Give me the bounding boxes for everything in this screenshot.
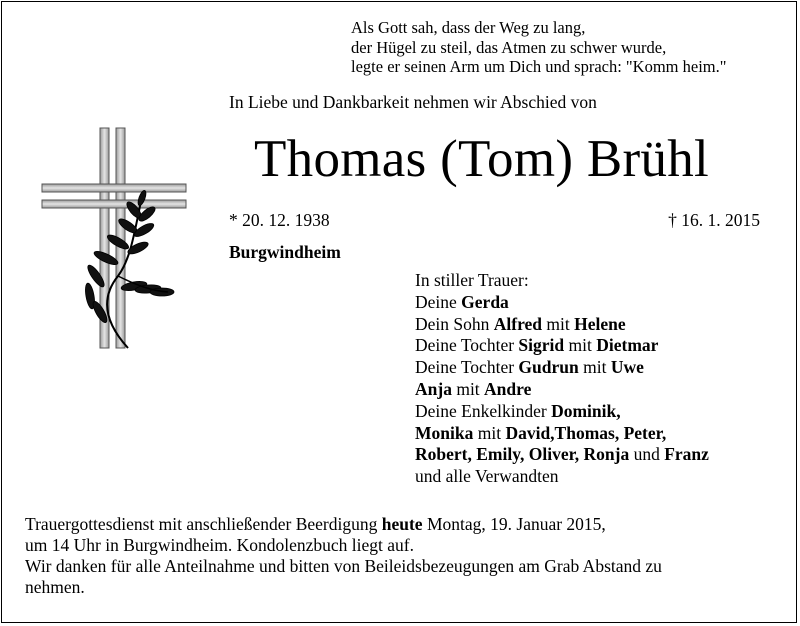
- text-span: Andre: [484, 378, 532, 399]
- text-span: heute: [381, 514, 423, 534]
- poem-line: der Hügel zu steil, das Atmen zu schwer wurde,: [351, 37, 667, 57]
- text-span: Trauergottesdienst mit anschließender Beerdigung: [25, 514, 382, 534]
- text-span: Franz: [664, 444, 709, 465]
- text-span: mit: [451, 378, 485, 399]
- thanks-line: Wir danken für alle Anteilnahme und bitten von Beileidsbezeugungen am Grab Abstand zu: [25, 556, 662, 576]
- service-line: um 14 Uhr in Burgwindheim. Kondolenzbuch liegt auf.: [25, 535, 414, 555]
- mourner-line: und alle Verwandten: [415, 466, 559, 487]
- mourner-line: [415, 423, 709, 445]
- text-span: Gerda: [461, 291, 509, 312]
- palm-branch: [84, 189, 174, 348]
- deceased-name: Thomas (Tom) Brühl: [254, 130, 710, 188]
- text-span: Alfred: [493, 313, 543, 334]
- mourner-line: [415, 314, 709, 336]
- text-span: Gudrun: [518, 357, 579, 378]
- text-span: und: [629, 444, 665, 465]
- text-span: Deine Enkelkinder: [415, 400, 552, 421]
- mourner-line: [415, 379, 709, 401]
- mourner-line: [415, 292, 709, 314]
- text-span: Deine Tochter: [415, 335, 519, 356]
- service-info: [25, 514, 662, 598]
- text-span: mit: [542, 313, 575, 334]
- text-span: mit: [473, 422, 506, 443]
- text-span: Dein Sohn: [415, 313, 494, 334]
- thanks-line: nehmen.: [25, 577, 85, 597]
- text-span: Monika: [415, 422, 474, 443]
- intro-text: In Liebe und Dankbarkeit nehmen wir Abschied von: [229, 92, 597, 112]
- cross-with-palm-branch-icon: [38, 126, 190, 354]
- service-line: [25, 514, 662, 535]
- text-span: Dominik,: [551, 400, 621, 421]
- text-span: Montag, 19. Januar 2015,: [422, 514, 606, 534]
- mourner-line: [415, 335, 709, 357]
- text-span: Helene: [574, 313, 626, 334]
- mourner-line: [415, 357, 709, 379]
- mourners-list: [415, 270, 709, 488]
- mourner-line: [415, 444, 709, 466]
- death-date: † 16. 1. 2015: [668, 210, 760, 230]
- text-span: David,Thomas, Peter,: [505, 422, 667, 443]
- poem: [351, 18, 726, 77]
- text-span: Uwe: [610, 357, 644, 378]
- poem-line: legte er seinen Arm um Dich und sprach: "Komm heim.": [351, 57, 727, 76]
- mourners-heading: In stiller Trauer:: [415, 270, 529, 290]
- mourner-line: [415, 401, 709, 423]
- text-span: Dietmar: [596, 335, 659, 356]
- text-span: mit: [578, 357, 611, 378]
- text-span: Anja: [415, 378, 452, 399]
- poem-line: Als Gott sah, dass der Weg zu lang,: [351, 18, 586, 37]
- text-span: Sigrid: [518, 335, 565, 356]
- birth-date: * 20. 12. 1938: [229, 210, 330, 230]
- text-span: Deine Tochter: [415, 357, 519, 378]
- text-span: Deine: [415, 291, 462, 312]
- text-span: mit: [564, 335, 597, 356]
- place-name: Burgwindheim: [229, 242, 341, 262]
- text-span: Robert, Emily, Oliver, Ronja: [415, 444, 630, 465]
